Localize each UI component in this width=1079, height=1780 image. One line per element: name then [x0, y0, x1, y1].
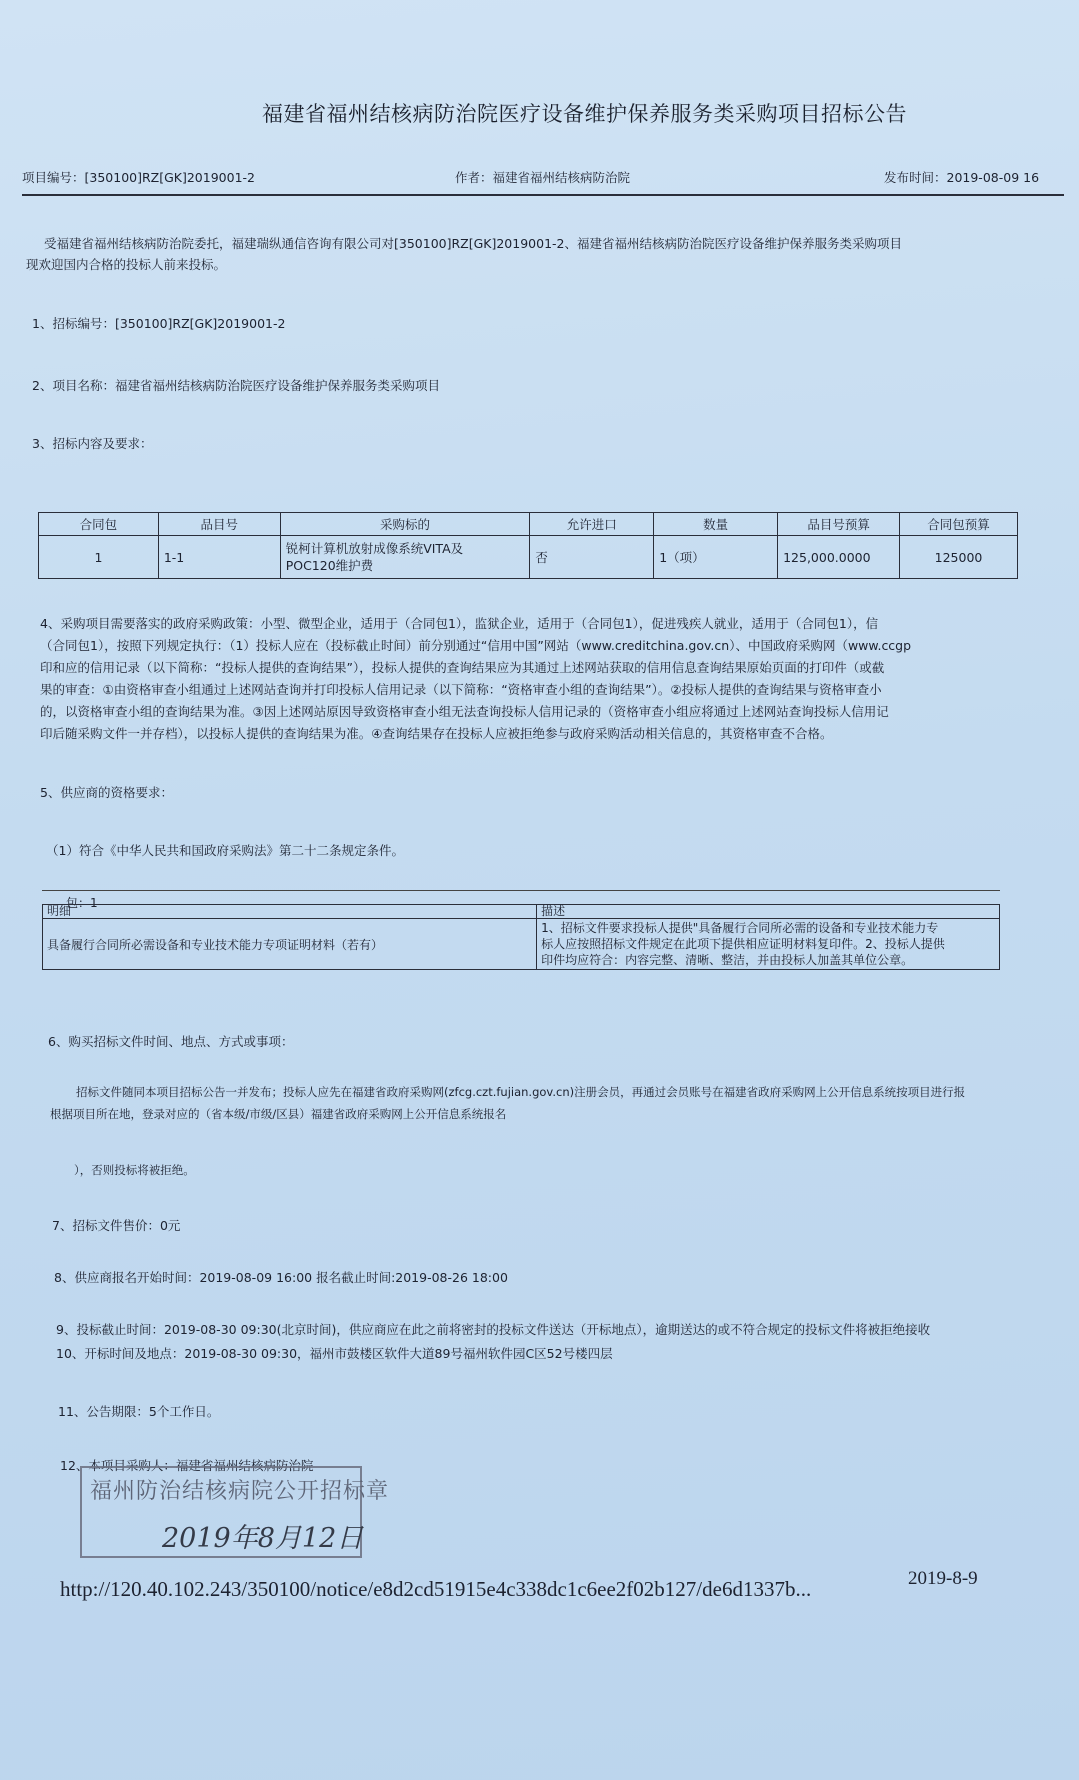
- header-description: 描述: [537, 905, 1000, 919]
- section-12: 12、本项目采购人：福建省福州结核病防治院: [60, 1458, 314, 1473]
- section-6-line-1: 招标文件随同本项目招标公告一并发布；投标人应先在福建省政府采购网(zfcg.czt.fujian.gov.cn)注册会员，再通过会员账号在福建省政府采购网上公开信息系统按项目进行报: [76, 1085, 966, 1099]
- policy-line-2: （合同包1），按照下列规定执行：（1）投标人应在（投标截止时间）前分别通过“信用中国”网站（www.creditchina.gov.cn）、中国政府采购网（www.ccgp: [40, 638, 912, 653]
- table-row: [39, 536, 1018, 579]
- description-line-3: 印件均应符合：内容完整、清晰、整洁，并由投标人加盖其单位公章。: [541, 953, 914, 967]
- header-item-budget: 品目号预算: [778, 513, 900, 536]
- qualification-table: [42, 904, 1000, 970]
- bid-items-table: [38, 512, 1018, 579]
- cell-description: [537, 919, 1000, 970]
- section-8: 8、供应商报名开始时间：2019-08-09 16:00 报名截止时间:2019-08-26 18:00: [54, 1270, 508, 1285]
- section-10: 10、开标时间及地点：2019-08-30 09:30，福州市鼓楼区软件大道89号福州软件园C区52号楼四层: [56, 1346, 613, 1361]
- page-title: 福建省福州结核病防治院医疗设备维护保养服务类采购项目招标公告: [262, 102, 907, 126]
- qualification-header-row: [43, 905, 1000, 919]
- policy-line-1: 4、采购项目需要落实的政府采购政策：小型、微型企业，适用于（合同包1），监狱企业，适用于（合同包1），促进残疾人就业，适用于（合同包1），信: [40, 616, 879, 631]
- page-url: http://120.40.102.243/350100/notice/e8d2cd51915e4c338dc1c6ee2f02b127/de6d1337b...: [60, 1577, 812, 1601]
- table-row: [43, 919, 1000, 970]
- header-package-budget: 合同包预算: [900, 513, 1018, 536]
- intro-line-1: 受福建省福州结核病防治院委托，福建瑞纵通信咨询有限公司对[350100]RZ[GK]2019001-2、福建省福州结核病防治院医疗设备维护保养服务类采购项目: [44, 236, 902, 251]
- policy-line-4: 果的审查：①由资格审查小组通过上述网站查询并打印投标人信用记录（以下简称：“资格审查小组的查询结果”）。②投标人提供的查询结果与资格审查小: [40, 682, 882, 697]
- section-5-title: 5、供应商的资格要求：: [40, 785, 173, 800]
- table-header-row: [39, 513, 1018, 536]
- header-import: 允许进口: [530, 513, 654, 536]
- description-line-1: 1、招标文件要求投标人提供"具备履行合同所必需的设备和专业技术能力专: [541, 921, 939, 935]
- policy-line-6: 印后随采购文件一并存档），以投标人提供的查询结果为准。④查询结果存在投标人应被拒绝参与政府采购活动相关信息的，其资格审查不合格。: [40, 726, 833, 741]
- cell-detail: 具备履行合同所必需设备和专业技术能力专项证明材料（若有）: [43, 919, 537, 970]
- cell-item-no: 1-1: [158, 536, 280, 579]
- section-9: 9、投标截止时间：2019-08-30 09:30(北京时间)，供应商应在此之前将密封的投标文件送达（开标地点），逾期送达的或不符合规定的投标文件将被拒绝接收: [56, 1322, 931, 1337]
- package-label: 包：1: [66, 896, 98, 910]
- section-11: 11、公告期限：5个工作日。: [58, 1404, 220, 1419]
- publish-time: 发布时间：2019-08-09 16: [884, 170, 1040, 185]
- section-2: 2、项目名称：福建省福州结核病防治院医疗设备维护保养服务类采购项目: [32, 378, 440, 393]
- header-package: 合同包: [39, 513, 159, 536]
- intro-line-2: 现欢迎国内合格的投标人前来投标。: [26, 257, 227, 272]
- cell-import: 否: [530, 536, 654, 579]
- package-bar: [42, 890, 1000, 891]
- section-1: 1、招标编号：[350100]RZ[GK]2019001-2: [32, 316, 286, 331]
- header-divider: [22, 194, 1064, 196]
- cell-item-budget: 125,000.0000: [778, 536, 900, 579]
- section-7: 7、招标文件售价：0元: [52, 1218, 181, 1233]
- header-quantity: 数量: [654, 513, 778, 536]
- cell-quantity: 1（项）: [654, 536, 778, 579]
- description-line-2: 标人应按照招标文件规定在此项下提供相应证明材料复印件。2、投标人提供: [541, 937, 945, 951]
- stamp-text: 福州防治结核病院公开招标章: [90, 1479, 390, 1504]
- stamp-date: 2019年8月12日: [162, 1523, 364, 1554]
- header-item-no: 品目号: [158, 513, 280, 536]
- cell-package-budget: 125000: [900, 536, 1018, 579]
- policy-line-5: 的，以资格审查小组的查询结果为准。③因上述网站原因导致资格审查小组无法查询投标人信用记录的（资格审查小组应将通过上述网站查询投标人信用记: [40, 704, 889, 719]
- section-5-item-1: （1）符合《中华人民共和国政府采购法》第二十二条规定条件。: [46, 843, 404, 858]
- project-number: 项目编号：[350100]RZ[GK]2019001-2: [22, 170, 255, 185]
- policy-line-3: 印和应的信用记录（以下简称：“投标人提供的查询结果”），投标人提供的查询结果应为其通过上述网站获取的信用信息查询结果原始页面的打印件（或截: [40, 660, 885, 675]
- section-6-line-3: ），否则投标将被拒绝。: [74, 1163, 195, 1177]
- cell-subject: [280, 536, 530, 579]
- header-subject: 采购标的: [280, 513, 530, 536]
- section-6-title: 6、购买招标文件时间、地点、方式或事项：: [48, 1034, 294, 1049]
- subject-line-2: POC120维护费: [285, 558, 374, 573]
- author: 作者：福建省福州结核病防治院: [455, 170, 631, 185]
- cell-package: 1: [39, 536, 159, 579]
- subject-line-1: 锐柯计算机放射成像系统VITA及: [285, 541, 464, 556]
- section-3: 3、招标内容及要求：: [32, 436, 153, 451]
- section-6-line-2: 根据项目所在地，登录对应的（省本级/市级/区县）福建省政府采购网上公开信息系统报名: [50, 1107, 507, 1121]
- official-stamp: [80, 1466, 390, 1558]
- print-date: 2019-8-9: [908, 1568, 978, 1589]
- header-detail: 明细: [43, 905, 537, 919]
